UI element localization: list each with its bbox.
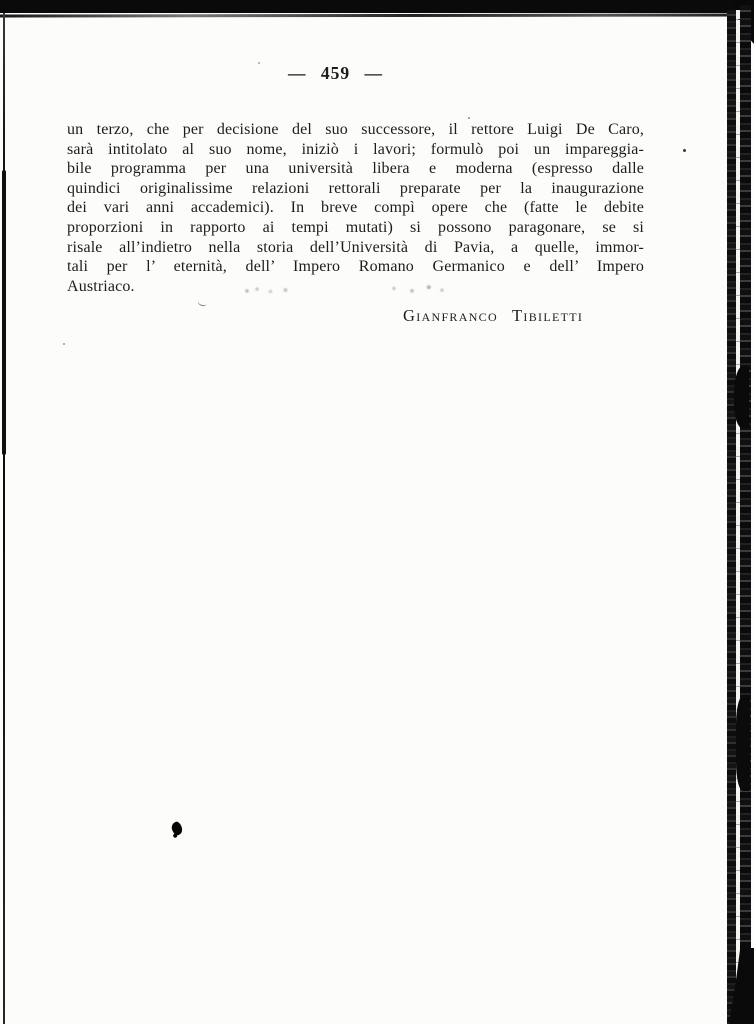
scan-artifact-left-edge-line	[3, 13, 5, 1024]
paragraph-line: bile programma per una università libera e moderna (espresso dalle	[67, 160, 644, 178]
scan-artifact-right-blob-lower	[736, 695, 750, 791]
scan-artifact-top-edge-line	[0, 13, 754, 17]
paragraph-line: risale all’indietro nella storia dell’Università di Pavia, a quelle, immor-	[67, 238, 644, 256]
paragraph-line: Austriaco.	[67, 277, 135, 295]
paragraph-line: proporzioni in rapporto ai tempi mutati) si possono paragonare, se si	[67, 218, 644, 236]
scan-artifact-right-blob-middle	[734, 366, 749, 428]
paragraph-line: dei vari anni accademici). In breve compì opere che (fatte le debite	[67, 199, 644, 217]
scan-artifact-top-band	[0, 0, 754, 13]
ink-blot	[170, 820, 185, 836]
paragraph-line: sarà intitolato al suo nome, iniziò i lavori; formulò poi un impareggia-	[67, 140, 644, 158]
scan-artifact-right-inner-strip	[727, 10, 736, 1024]
paragraph	[67, 120, 644, 296]
dust-speck	[258, 62, 260, 64]
scan-artifact-left-edge-thick-segment	[2, 170, 6, 455]
paragraph-line: un terzo, che per decisione del suo successore, il rettore Luigi De Caro,	[67, 121, 644, 138]
dust-speck	[468, 117, 470, 119]
author-signature: Gianfranco Tibiletti	[403, 306, 584, 325]
dust-speck	[63, 343, 65, 345]
scan-artifact-right-outer-strip	[740, 5, 751, 1024]
paragraph-line: tali per l’ eternità, dell’ Impero Romano Germanico e dell’ Impero	[67, 258, 644, 276]
faint-smudge	[243, 286, 293, 295]
page-number: — 459 —	[288, 63, 383, 83]
paragraph-line: quindici originalissime relazioni rettorali preparate per la inaugurazione	[67, 179, 644, 197]
pencil-tick-mark	[197, 298, 208, 307]
faint-smudge	[388, 283, 448, 295]
dust-speck	[683, 149, 686, 152]
